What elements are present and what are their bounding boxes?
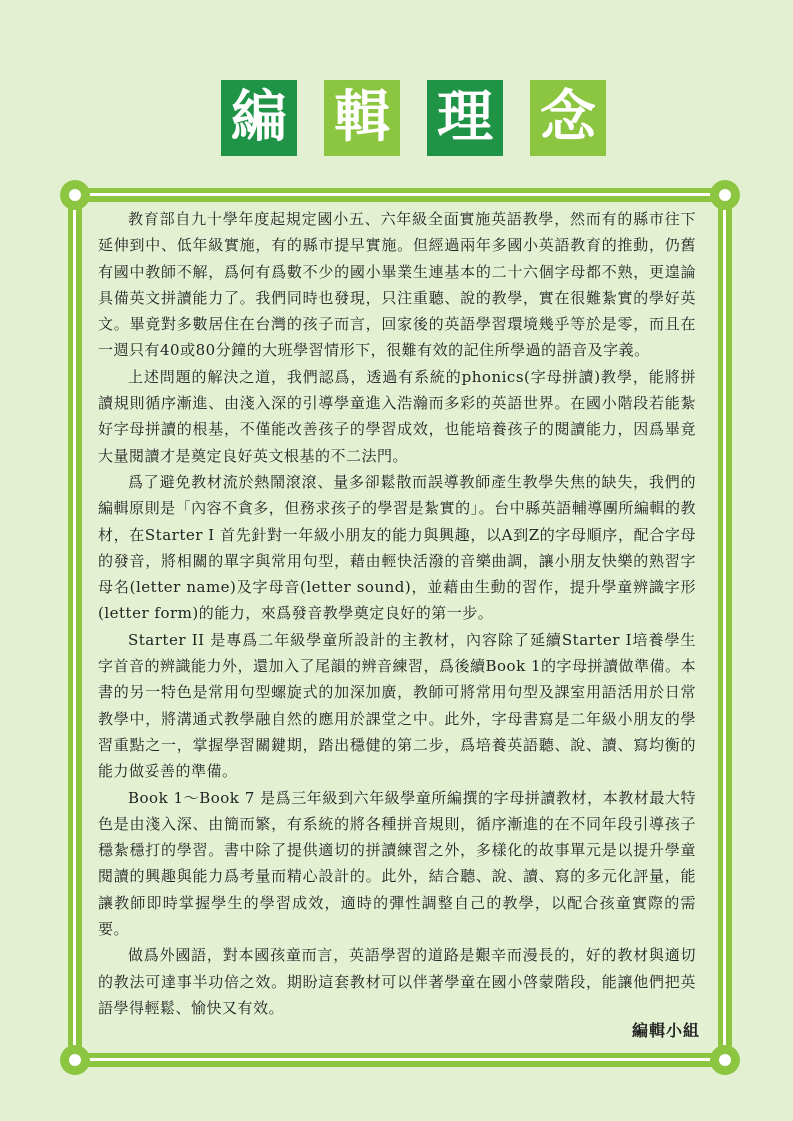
- corner-circle-icon: [60, 180, 90, 210]
- title-char: 理: [427, 80, 503, 156]
- title-char: 編: [221, 80, 297, 156]
- paragraph: Book 1～Book 7 是爲三年級到六年級學童所編撰的字母拼讀教材，本教材最大特色是由淺入深、由簡而繁，有系統的將各種拼音規則，循序漸進的在不同年段引導孩子穩紮穩打的學習。書中除了提供適切的拼讀練習之外，多樣化的故事單元是以提升學童閱讀的興趣與能力爲考量而精心設計的。此外，結合聽、說、讀、寫的多元化評量，能讓教師即時掌握學生的學習成效，適時的彈性調整自己的教學，以配合孩童實際的需要。: [98, 788, 696, 939]
- paragraph: Starter II 是專爲二年級學童所設計的主教材，內容除了延續Starter I培養學生字首音的辨識能力外，還加入了尾韻的辨音練習，爲後續Book 1的字母拼讀做準備。本書的另一特色是常用句型螺旋式的加深加廣，教師可將常用句型及課室用語活用於日常教學中，將溝通式教學融自然的應用於課堂之中。此外，字母書寫是二年級小朋友的學習重點之一，掌握學習關鍵期，踏出穩健的第二步，爲培養英語聽、說、讀、寫均衡的能力做妥善的準備。: [98, 630, 696, 781]
- frame-top-bar: [72, 188, 728, 202]
- body-text: [98, 206, 696, 1021]
- signature: 編輯小組: [631, 1021, 700, 1040]
- frame-right-bar: [718, 192, 732, 1063]
- corner-circle-icon: [710, 1045, 740, 1075]
- page-title: [221, 80, 607, 158]
- title-char: 念: [530, 80, 606, 156]
- frame-bottom-bar: [72, 1053, 728, 1067]
- frame-left-bar: [68, 192, 82, 1063]
- paragraph: 做爲外國語，對本國孩童而言，英語學習的道路是艱辛而漫長的，好的教材與適切的教法可達事半功倍之效。期盼這套教材可以伴著學童在國小啓蒙階段，能讓他們把英語學得輕鬆、愉快又有效。: [98, 946, 696, 1017]
- corner-circle-icon: [60, 1045, 90, 1075]
- corner-circle-icon: [710, 180, 740, 210]
- title-char: 輯: [324, 80, 400, 156]
- paragraph: 爲了避免教材流於熱鬧滾滾、量多卻鬆散而誤導教師產生教學失焦的缺失，我們的編輯原則是「內容不貪多，但務求孩子的學習是紮實的」。台中縣英語輔導團所編輯的教材，在Starter I 首先針對一年級小朋友的能力與興趣，以A到Z的字母順序，配合字母的發音，將相關的單字與常用句型，藉由輕快活潑的音樂曲調，讓小朋友快樂的熟習字母名(letter name)及字母音(letter sound)，並藉由生動的習作，提升學童辨識字形(letter form)的能力，來爲發音教學奠定良好的第一步。: [98, 472, 696, 623]
- paragraph: 教育部自九十學年度起規定國小五、六年級全面實施英語教學，然而有的縣市往下延伸到中、低年級實施，有的縣市提早實施。但經過兩年多國小英語教育的推動，仍舊有國中教師不解，爲何有爲數不少的國小畢業生連基本的二十六個字母都不熟，更遑論具備英文拼讀能力了。我們同時也發現，只注重聽、說的教學，實在很難紮實的學好英文。畢竟對多數居住在台灣的孩子而言，回家後的英語學習環境幾乎等於是零，而且在一週只有40或80分鐘的大班學習情形下，很難有效的記住所學過的語音及字義。: [98, 210, 696, 360]
- paragraph: 上述問題的解決之道，我們認爲，透過有系統的phonics(字母拼讀)教學，能將拼讀規則循序漸進、由淺入深的引導學童進入浩瀚而多彩的英語世界。在國小階段若能紮好字母拼讀的根基，不僅能改善孩子的學習成效，也能培養孩子的閱讀能力，因爲畢竟大量閱讀才是奠定良好英文根基的不二法門。: [98, 367, 696, 465]
